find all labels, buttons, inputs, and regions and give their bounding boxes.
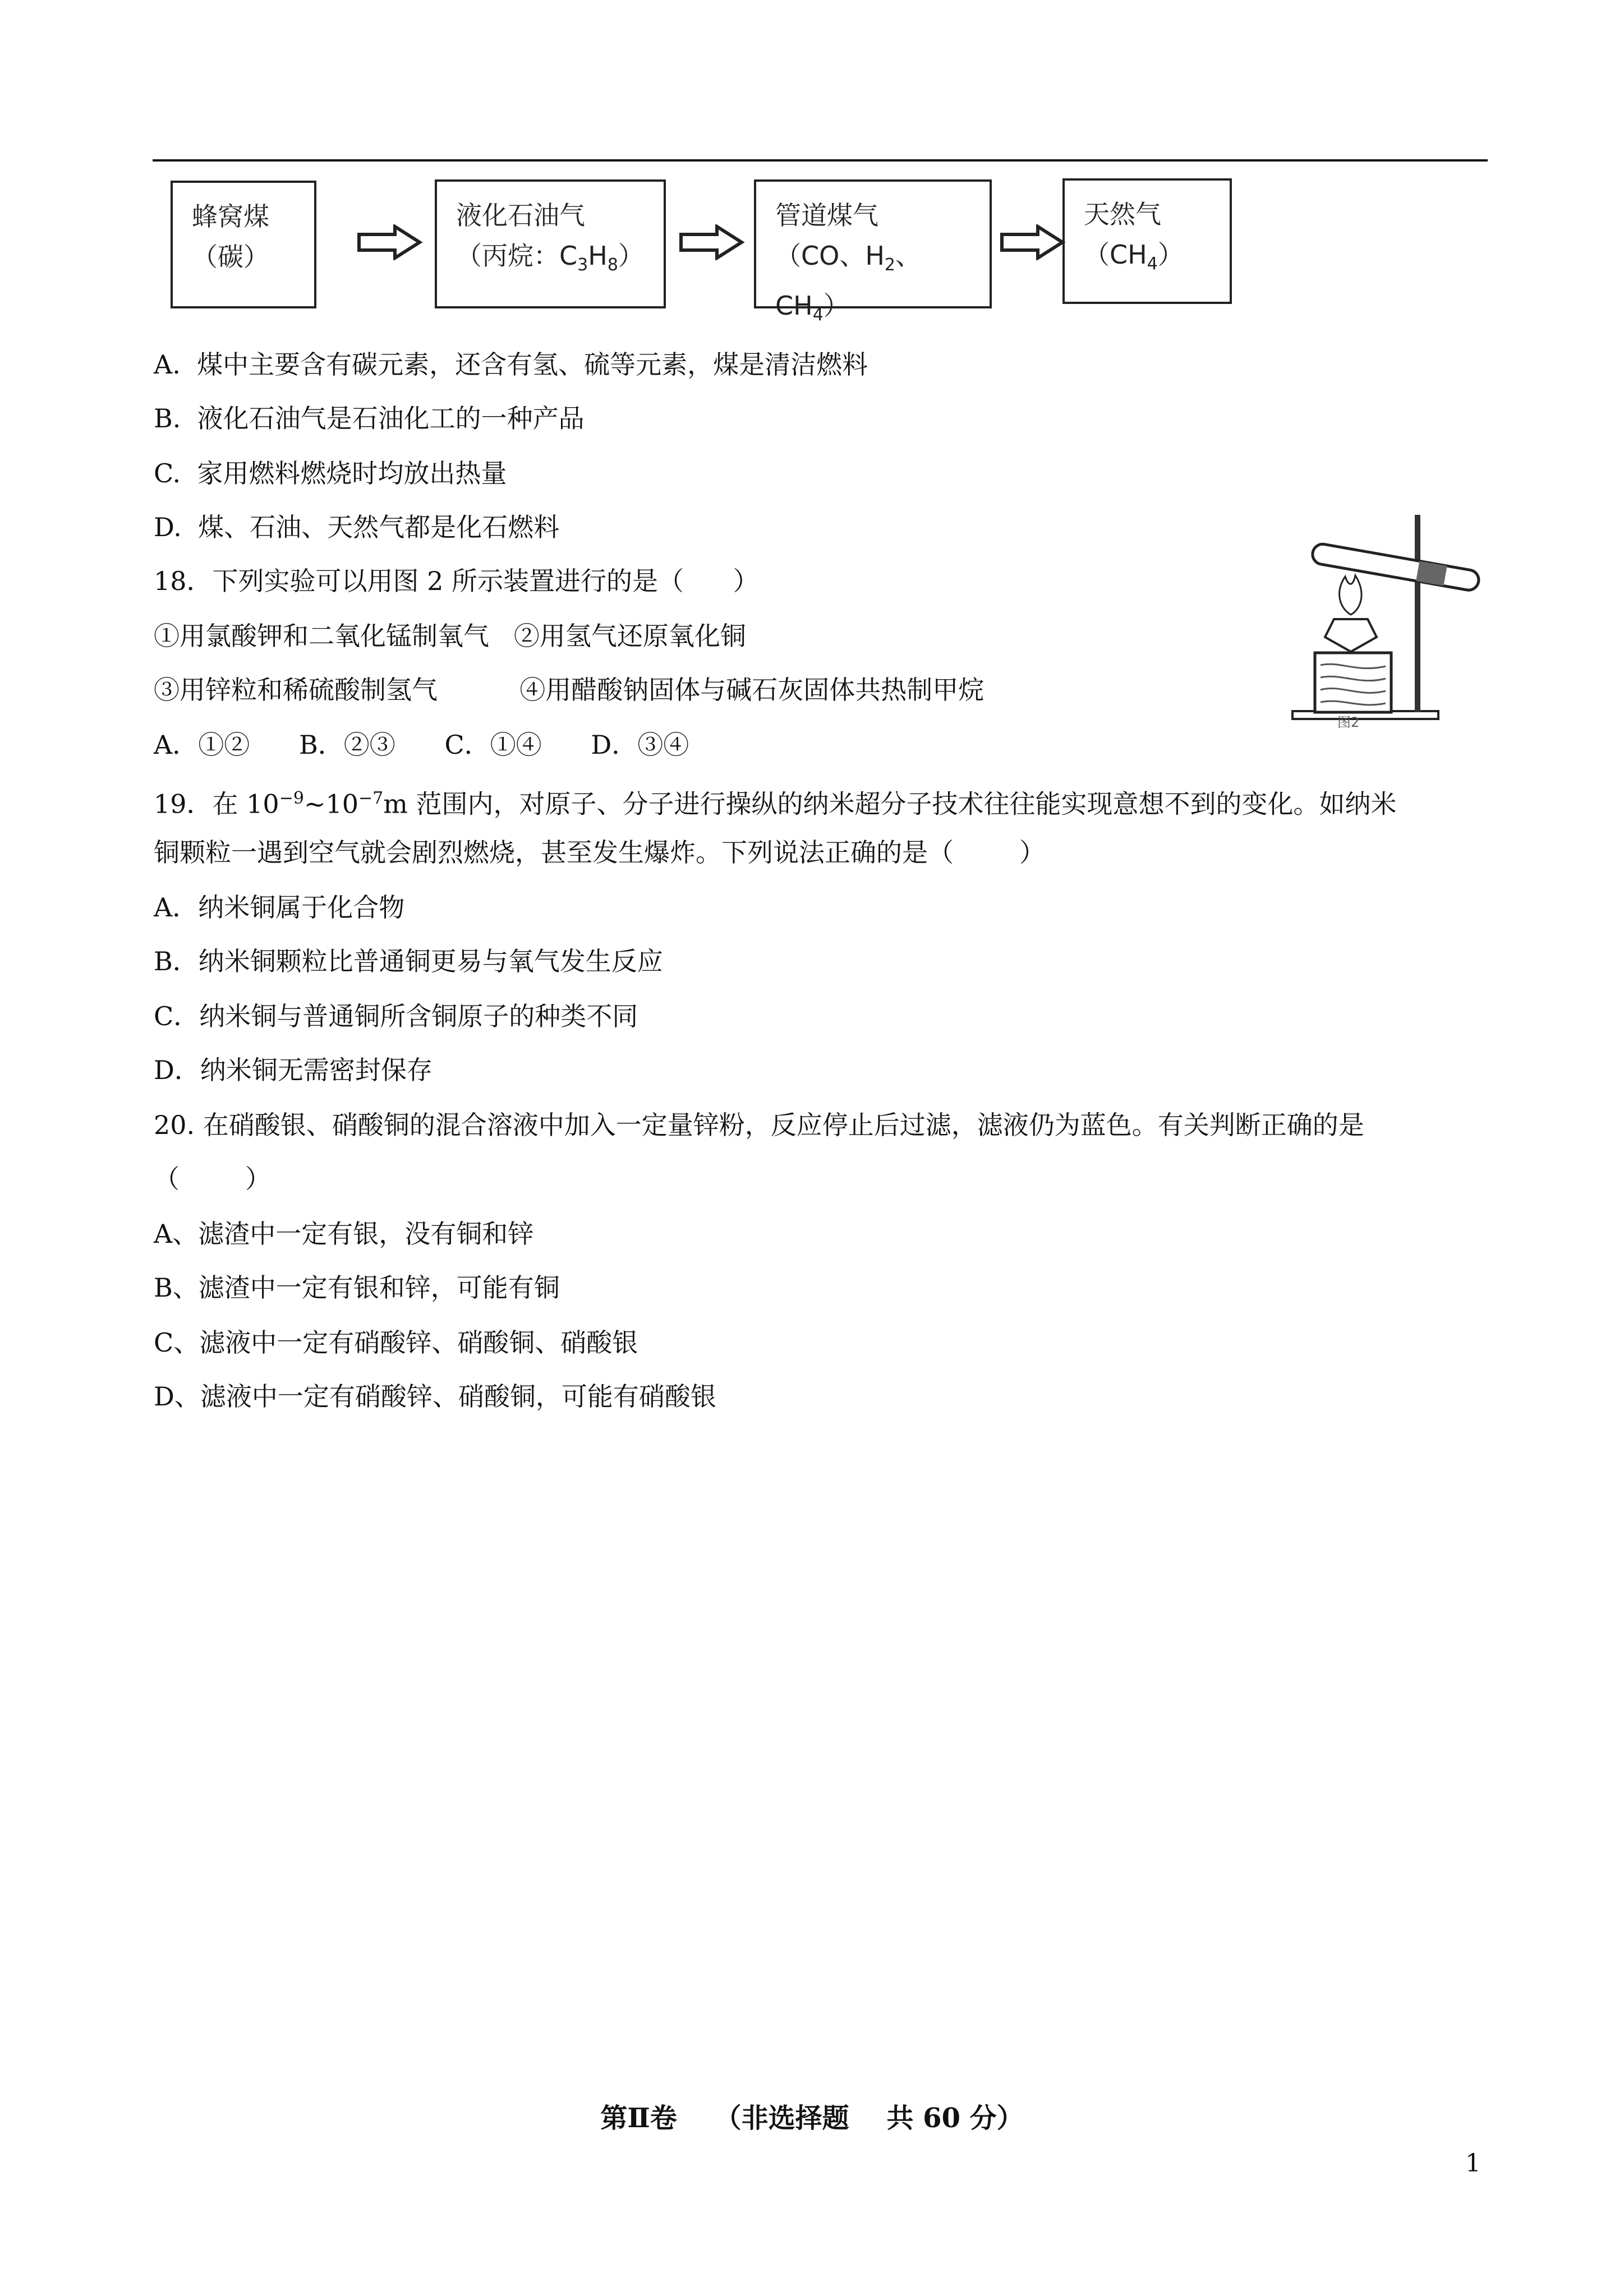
- q17-option-b: B. 液化石油气是石油化工的一种产品: [154, 403, 585, 434]
- q19-stem-2: 铜颗粒一遇到空气就会剧烈燃烧，甚至发生爆炸。下列说法正确的是（ ）: [154, 837, 1045, 868]
- flow-box-label: 管道煤气: [775, 200, 878, 230]
- q18-stem: 18．下列实验可以用图 2 所示装置进行的是（ ）: [154, 566, 759, 596]
- flow-box-label: 蜂窝煤: [192, 201, 269, 232]
- q17-option-d: D. 煤、石油、天然气都是化石燃料: [154, 512, 560, 542]
- q19-option-d: D．纳米铜无需密封保存: [154, 1055, 433, 1085]
- flow-box-formula: $(CH_4)$: [1084, 239, 1184, 274]
- q20-option-b: B、滤渣中一定有银和锌，可能有铜: [154, 1273, 560, 1303]
- q19-stem: 19．在 $10^{-9}\sim 10^{-7}m$ 范围内，对原子、分子进行操纵的纳米超分子技术往往能实现意想不到的变化。如纳米: [154, 789, 1397, 819]
- q17-option-a: A. 煤中主要含有碳元素，还含有氢、硫等元素，煤是清洁燃料: [154, 349, 868, 380]
- flow-box-label: 天然气: [1084, 199, 1161, 229]
- page-number: 1: [1465, 2149, 1481, 2178]
- flow-box-pipeline-gas: [754, 179, 992, 325]
- q19-option-a: A．纳米铜属于化合物: [154, 892, 405, 923]
- q20-option-c: C、滤液中一定有硝酸锌、硝酸铜、硝酸银: [154, 1327, 638, 1358]
- flow-box-honeycomb-coal: [171, 181, 316, 308]
- flow-box-natural-gas: [1062, 178, 1232, 304]
- arrow-right-icon: [679, 224, 745, 260]
- flow-box-formula: （CO、$H_2$、$CH_4$）: [775, 241, 922, 325]
- flow-box-formula: （丙烷：$C_3H_8$）: [456, 241, 644, 275]
- q20-option-d: D、滤液中一定有硝酸锌、硝酸铜，可能有硝酸银: [154, 1381, 716, 1412]
- q19-option-b: B．纳米铜颗粒比普通铜更易与氧气发生反应: [154, 946, 663, 976]
- q19-option-c: C．纳米铜与普通铜所含铜原子的种类不同: [154, 1001, 638, 1031]
- q18-items-1: ①用氯酸钾和二氧化锰制氧气 ②用氢气还原氧化铜: [154, 621, 746, 651]
- flow-box-formula: （碳）: [192, 242, 269, 272]
- arrow-right-icon: [357, 224, 423, 260]
- arrow-right-icon: [1000, 224, 1066, 260]
- figure-2-apparatus: [1289, 509, 1497, 730]
- header-rule: [153, 159, 1488, 162]
- heating-apparatus-icon: [1289, 509, 1497, 728]
- flow-box-label: 液化石油气: [456, 200, 585, 230]
- q20-stem-2: （ ）: [154, 1164, 271, 1194]
- q18-answers: A．①② B．②③ C．①④ D．③④: [154, 730, 689, 760]
- section-title: 第Ⅱ卷 （非选择题 共 60 分）: [600, 2103, 1024, 2134]
- q18-items-2: ③用锌粒和稀硫酸制氢气 ④用醋酸钠固体与碱石灰固体共热制甲烷: [154, 675, 984, 705]
- q20-option-a: A、滤渣中一定有银，没有铜和锌: [154, 1219, 534, 1249]
- q17-option-c: C. 家用燃料燃烧时均放出热量: [154, 458, 507, 488]
- figure-2-caption: 图2: [1337, 714, 1360, 728]
- flow-box-lpg: [435, 179, 666, 308]
- q20-stem: 20. 在硝酸银、硝酸铜的混合溶液中加入一定量锌粉，反应停止后过滤，滤液仍为蓝色。有关判断正确的是: [154, 1110, 1364, 1140]
